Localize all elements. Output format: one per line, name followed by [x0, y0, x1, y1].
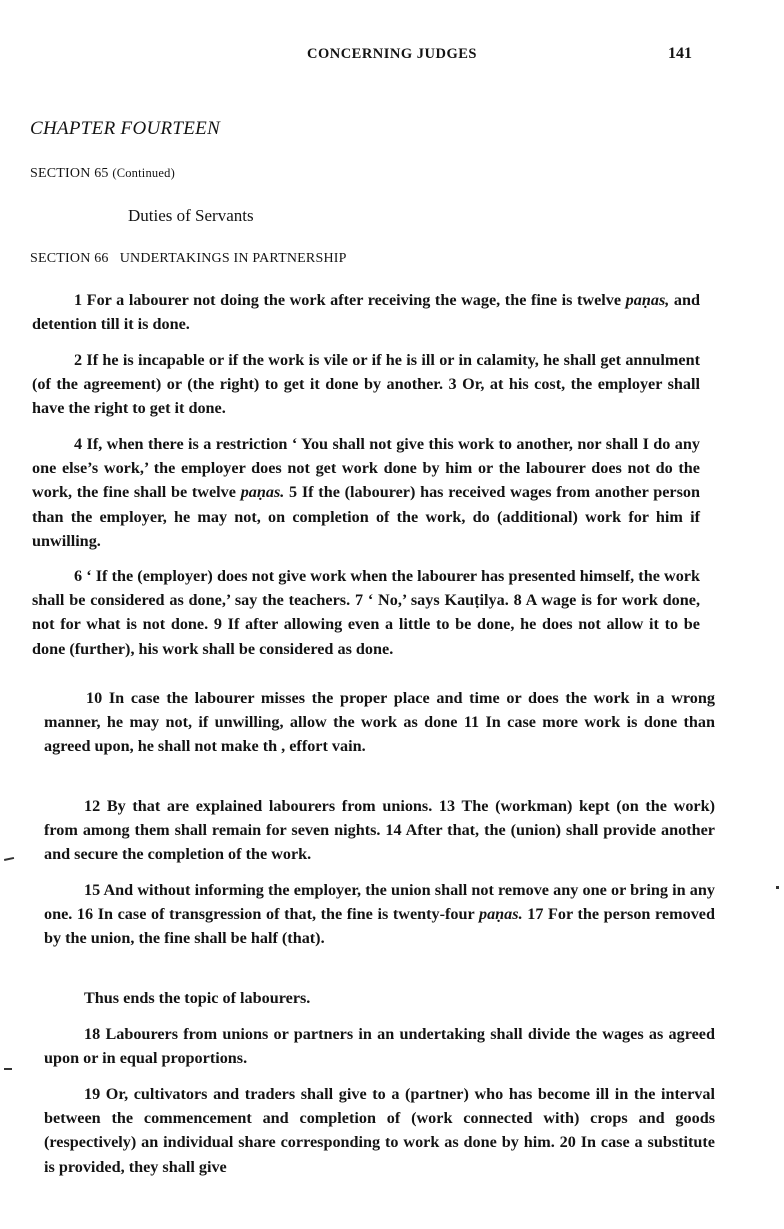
paragraph-18 — [44, 1022, 715, 1070]
section-65-note: (Continued) — [112, 166, 175, 180]
paragraph-12 — [44, 794, 715, 867]
paragraph-text: 12 By that are explained labourers from unions. 13 The (workman) kept (on the work) from among them shall remain for seven nights. 14 After that, the (union) shall provide another and secure the completion of the work. — [44, 797, 715, 864]
paragraph-text: 19 Or, cultivators and traders shall give to a (partner) who has become ill in the interval between the commencement and completion of (work connected with) crops and goods (respectively) an individual share corresponding to work as done by him. 20 In case a substitute is provided, they shall give — [44, 1085, 715, 1176]
section-65-label: SECTION 65 — [30, 166, 109, 181]
scan-mark — [4, 857, 14, 861]
italic-term: paṇas. — [240, 483, 285, 502]
section-66-title: UNDERTAKINGS IN PARTNERSHIP — [119, 251, 347, 266]
paragraph-text: 5 If the (labourer) has received wages from another person than the employer, he may not, on completion of the work, do (additional) work for him if unwilling. — [32, 483, 701, 550]
paragraph-10 — [44, 686, 715, 759]
paragraph-15 — [44, 878, 715, 951]
paragraph-text: 2 If he is incapable or if the work is vile or if he is ill or in calamity, he shall get annulment (of the agreement) or (the right) to get it done by another. 3 Or, at his cost, the employer shall have the right to get it done. — [32, 351, 700, 418]
paragraph-1 — [32, 288, 700, 336]
chapter-title: CHAPTER FOURTEEN — [30, 118, 221, 139]
scan-mark — [776, 886, 779, 889]
paragraph-6 — [32, 564, 700, 661]
section-66-label: SECTION 66 — [30, 251, 109, 266]
topic-end-line — [84, 986, 714, 1010]
paragraph-text: 18 Labourers from unions or partners in an undertaking shall divide the wages as agreed upon or in equal proportions. — [44, 1025, 715, 1068]
section-65-heading — [30, 166, 175, 182]
section-66-heading — [30, 251, 347, 267]
paragraph-19 — [44, 1082, 715, 1179]
paragraph-4 — [32, 432, 700, 553]
page-number: 141 — [668, 45, 692, 62]
paragraph-text: 15 And without informing the employer, the union shall not remove any one or bring in any one. 16 In case of transgression of that, the fine is twenty-four — [44, 881, 715, 924]
paragraph-text: Thus ends the topic of labourers. — [84, 989, 311, 1007]
paragraph-text: and detention till it is done. — [32, 291, 700, 334]
running-header: CONCERNING JUDGES — [306, 46, 478, 62]
paragraph-text: 17 For the person removed by the union, the fine shall be half (that). — [44, 905, 715, 948]
paragraph-text: 4 If, when there is a restriction ‘ You shall not give this work to another, nor shall I do any one else’s work,’ the employer does not get work done by him or the labourer does not do the work, the fine shall be twelve — [32, 435, 700, 502]
italic-term: paṇas, — [625, 291, 670, 309]
paragraph-text: 10 In case the labourer misses the proper place and time or does the work in a wrong manner, he may not, if unwilling, allow the work as done 11 In case more work is done than agreed upon, he shall not make th , effort vain. — [44, 689, 715, 756]
paragraph-text: 1 For a labourer not doing the work after receiving the wage, the fine is twelve — [74, 291, 626, 309]
paragraph-text: 6 ‘ If the (employer) does not give work when the labourer has presented himself, the work shall be considered as done,’ say the teachers. 7 ‘ No,’ says Kauṭilya. 8 A wage is for work done, not for what is not done. 9 If after allowing even a little to be done, he does not allow it to be done (further), his work shall be considered as done. — [32, 567, 700, 658]
subheading: Duties of Servants — [128, 206, 254, 225]
scan-mark — [4, 1068, 12, 1070]
italic-term: paṇas. — [478, 905, 523, 924]
paragraph-2 — [32, 348, 700, 421]
